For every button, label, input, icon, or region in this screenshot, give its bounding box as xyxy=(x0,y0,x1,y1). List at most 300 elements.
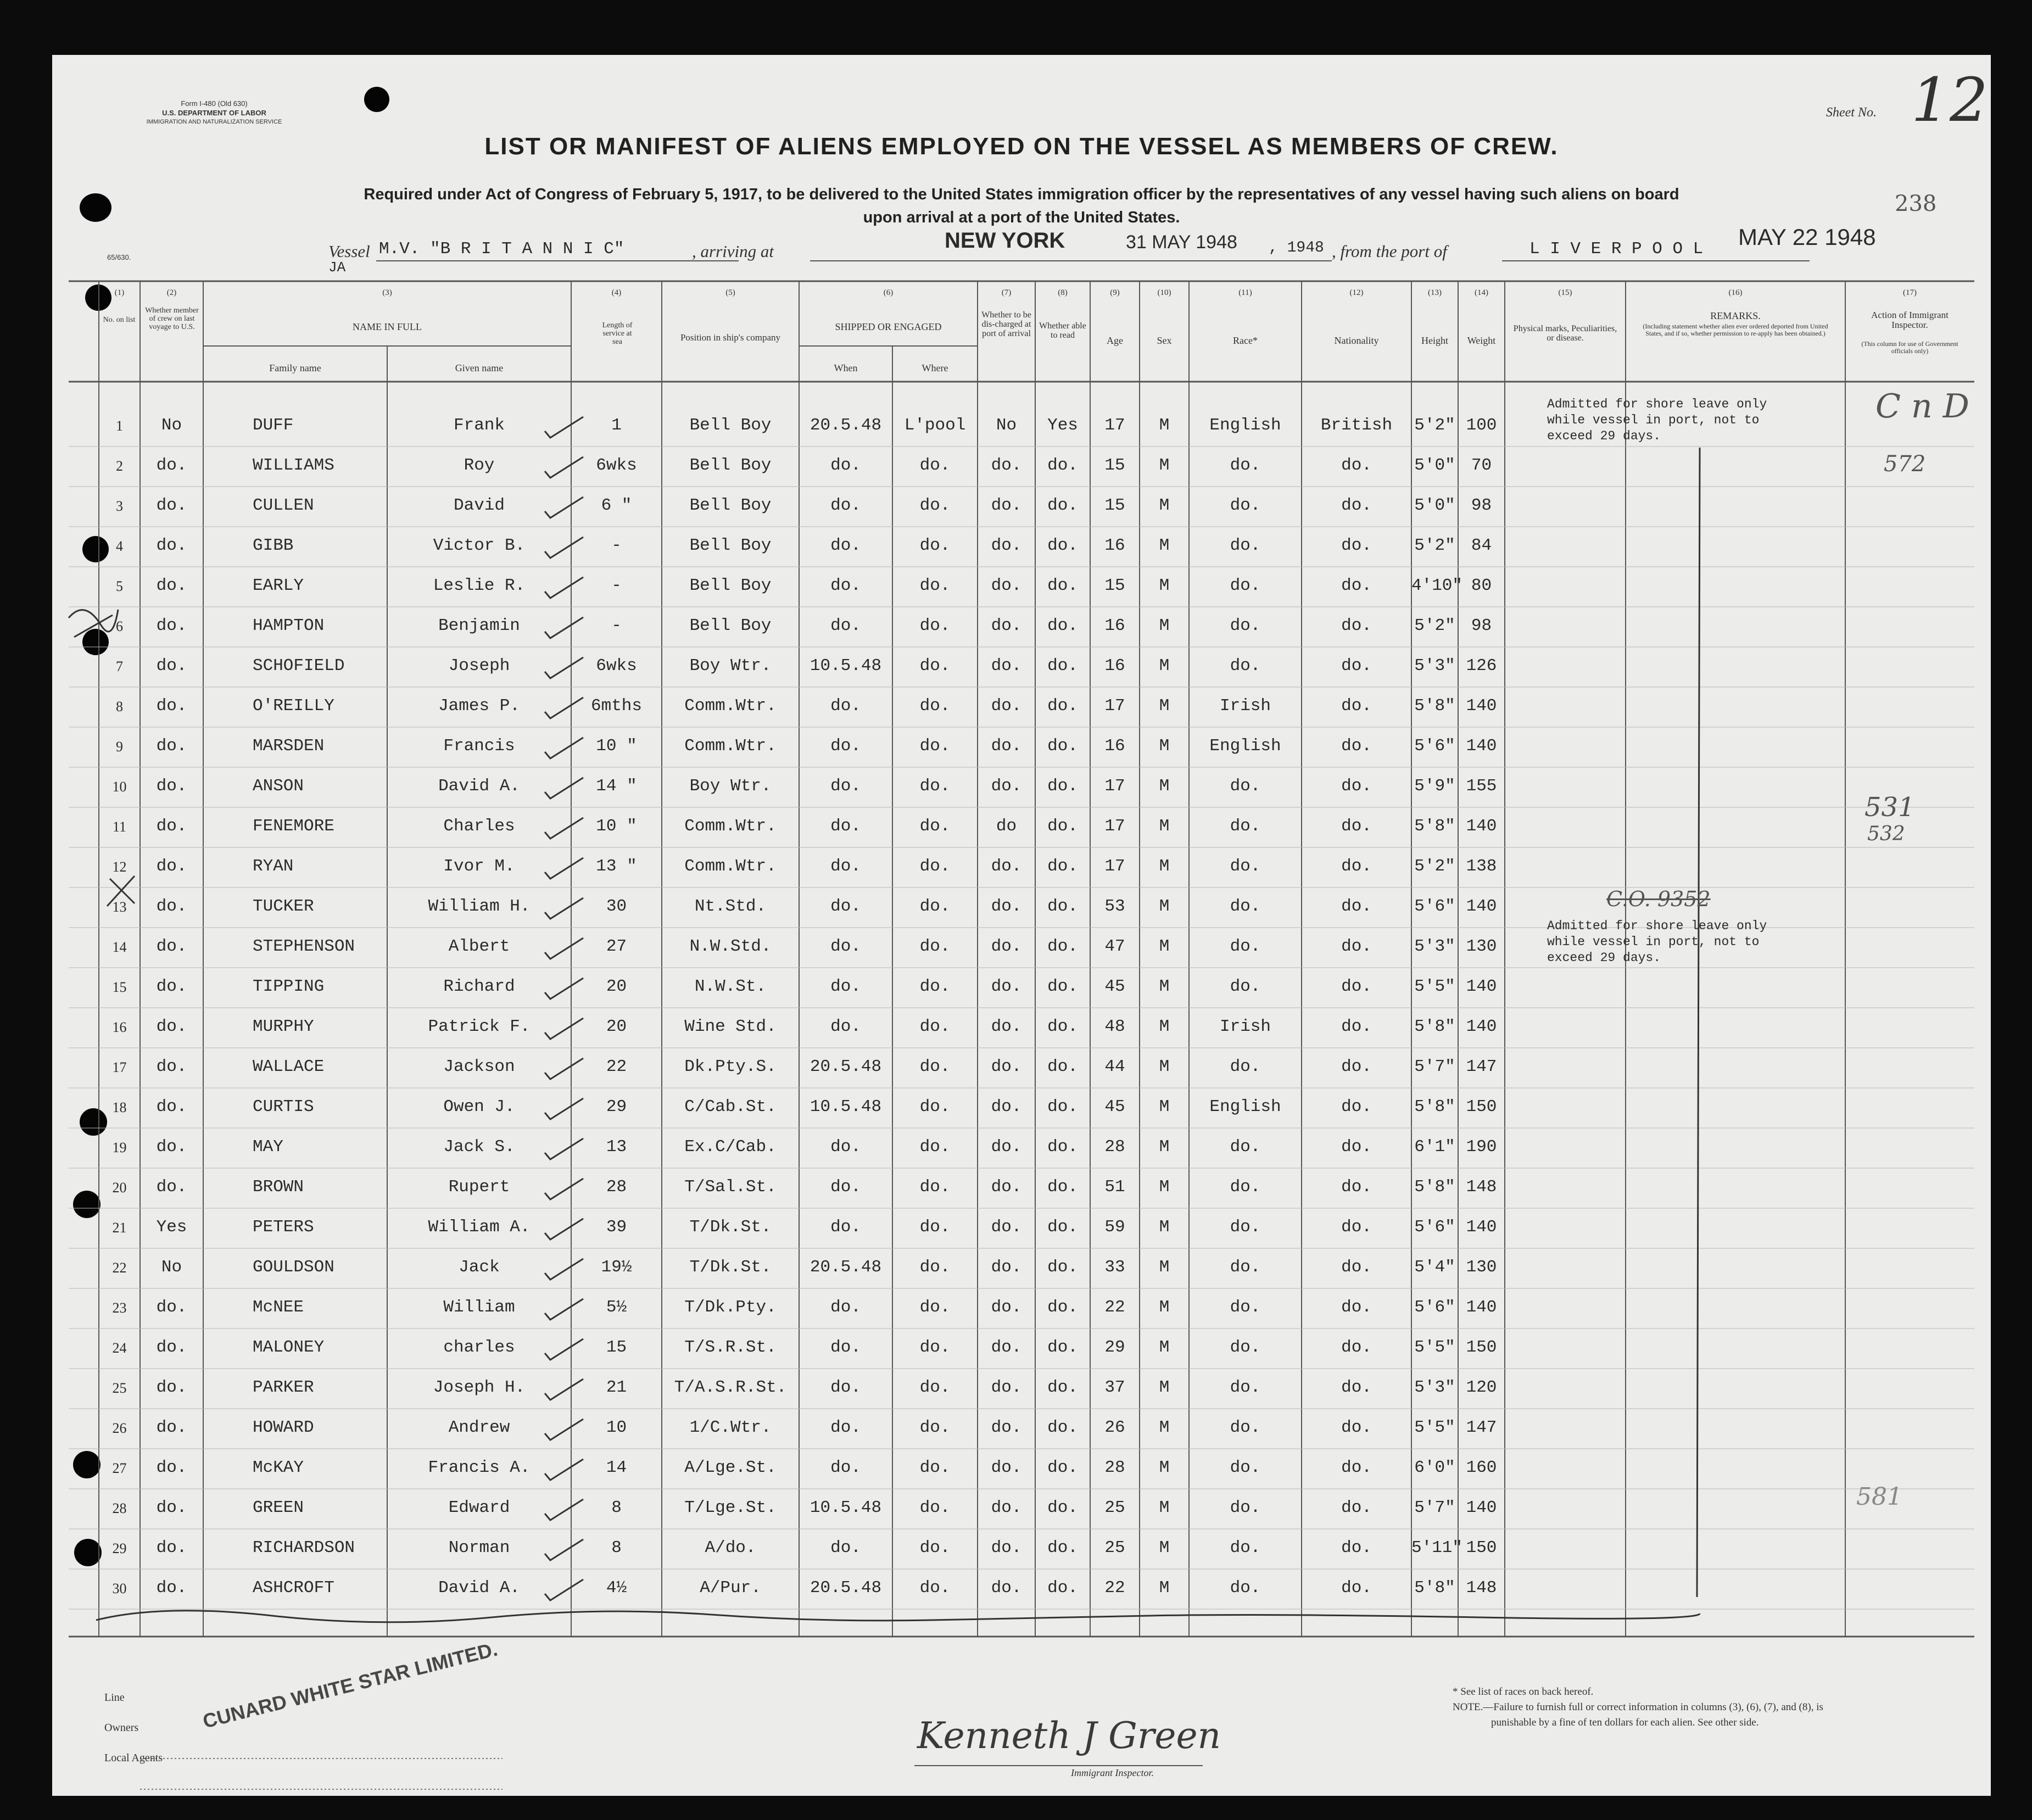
cell-family: GREEN xyxy=(253,1498,304,1517)
cell-age: 16 xyxy=(1104,656,1125,675)
cell-height: 5'5" xyxy=(1414,1338,1455,1357)
col-9-label: Age xyxy=(1107,335,1123,346)
cell-prev: do. xyxy=(156,496,187,515)
cell-when: do. xyxy=(830,1137,861,1157)
cell-where: do. xyxy=(919,1097,951,1116)
cell-height: 5'3" xyxy=(1414,1378,1455,1397)
cell-age: 53 xyxy=(1104,897,1125,916)
cell-no: 6 xyxy=(116,618,123,634)
cell-sex: M xyxy=(1159,1137,1170,1157)
cell-where: do. xyxy=(919,1578,951,1598)
cell-height: 5'8" xyxy=(1414,1177,1455,1197)
cell-prev: do. xyxy=(156,897,187,916)
cell-age: 26 xyxy=(1104,1418,1125,1437)
cell-age: 59 xyxy=(1104,1218,1125,1237)
cell-position: Bell Boy xyxy=(689,576,772,595)
cell-no: 24 xyxy=(112,1340,127,1356)
cell-weight: 140 xyxy=(1466,1298,1497,1317)
footer-note-2: NOTE.—Failure to furnish full or correct information in columns (3), (6), (7), and (8), is xyxy=(1453,1701,1823,1713)
cell-when: do. xyxy=(830,1458,861,1477)
cell-sex: M xyxy=(1159,817,1170,836)
cell-when: do. xyxy=(830,696,861,716)
cell-weight: 148 xyxy=(1466,1578,1497,1598)
cell-race: Irish xyxy=(1219,696,1271,716)
cell-position: A/Lge.St. xyxy=(684,1458,777,1477)
cell-sex: M xyxy=(1159,1418,1170,1437)
cell-service: 19½ xyxy=(601,1258,632,1277)
cell-position: Boy Wtr. xyxy=(689,777,772,796)
cell-where: do. xyxy=(919,1017,951,1036)
cell-disch: do. xyxy=(991,1538,1022,1557)
arriving-label: , arriving at xyxy=(692,242,774,261)
cell-family: RYAN xyxy=(253,857,294,876)
cell-no: 5 xyxy=(116,578,123,594)
cell-where: do. xyxy=(919,1458,951,1477)
cell-family: HOWARD xyxy=(253,1418,314,1437)
cell-when: 20.5.48 xyxy=(810,1258,882,1277)
cell-age: 45 xyxy=(1104,977,1125,996)
col-6-num: (6) xyxy=(883,288,894,297)
cell-nat: do. xyxy=(1341,1578,1372,1598)
cell-height: 5'9" xyxy=(1414,777,1455,796)
cell-service: - xyxy=(611,616,622,635)
cell-sex: M xyxy=(1159,736,1170,756)
cell-family: MARSDEN xyxy=(253,736,325,756)
cell-age: 16 xyxy=(1104,736,1125,756)
cell-disch: do. xyxy=(991,1378,1022,1397)
cell-sex: M xyxy=(1159,1218,1170,1237)
cell-disch: No xyxy=(996,416,1017,435)
cell-race: do. xyxy=(1230,576,1261,595)
col-3-sub-family: Family name xyxy=(269,362,321,373)
cell-race: do. xyxy=(1230,857,1261,876)
inspector-signature: Kenneth J Green xyxy=(917,1715,1221,1757)
manifest-sheet xyxy=(52,55,1991,1796)
cell-age: 45 xyxy=(1104,1097,1125,1116)
cell-height: 5'8" xyxy=(1414,696,1455,716)
cell-family: FENEMORE xyxy=(253,817,334,836)
col-12-label: Nationality xyxy=(1334,335,1379,346)
cell-when: do. xyxy=(830,1017,861,1036)
form-code: 65/630. xyxy=(107,253,131,261)
cell-service: 10 xyxy=(606,1418,627,1437)
col-1-label: No. on list xyxy=(103,316,136,324)
cell-prev: do. xyxy=(156,1298,187,1317)
cell-no: 7 xyxy=(116,658,123,674)
cell-race: do. xyxy=(1230,1258,1261,1277)
cell-height: 5'7" xyxy=(1414,1057,1455,1076)
cell-no: 18 xyxy=(112,1099,127,1115)
cell-weight: 100 xyxy=(1466,416,1497,435)
requirement-line-1: Required under Act of Congress of February 5, 1917, to be delivered to the United States immigration officer by the representatives of any vessel having such aliens on board xyxy=(364,186,1679,203)
cell-age: 29 xyxy=(1104,1338,1125,1357)
cell-prev: do. xyxy=(156,1458,187,1477)
cell-height: 5'3" xyxy=(1414,656,1455,675)
cell-given: Victor B. xyxy=(433,536,526,555)
cell-age: 25 xyxy=(1104,1538,1125,1557)
col-17-note: (This column for use of Government officials only) xyxy=(1861,340,1958,355)
cell-prev: do. xyxy=(156,1418,187,1437)
col-14-label: Weight xyxy=(1467,335,1496,346)
cell-service: 6mths xyxy=(590,696,642,716)
cell-read: do. xyxy=(1047,1137,1078,1157)
cell-where: do. xyxy=(919,456,951,475)
cell-age: 17 xyxy=(1104,817,1125,836)
cell-service: 4½ xyxy=(606,1578,627,1598)
cell-given: Jackson xyxy=(443,1057,515,1076)
cell-sex: M xyxy=(1159,1338,1170,1357)
cell-given: Norman xyxy=(448,1538,510,1557)
col-6-sub-where: Where xyxy=(922,362,948,373)
cell-nat: British xyxy=(1320,416,1393,435)
cell-given: Roy xyxy=(464,456,495,475)
cell-age: 17 xyxy=(1104,777,1125,796)
cell-race: English xyxy=(1209,416,1281,435)
cell-family: MAY xyxy=(253,1137,283,1157)
cell-position: N.W.St. xyxy=(694,977,767,996)
cell-no: 12 xyxy=(112,859,127,875)
cell-service: 8 xyxy=(611,1498,622,1517)
cell-read: do. xyxy=(1047,616,1078,635)
service-name: IMMIGRATION AND NATURALIZATION SERVICE xyxy=(146,119,282,125)
cell-when: 20.5.48 xyxy=(810,416,882,435)
cell-position: Comm.Wtr. xyxy=(684,857,777,876)
cell-height: 5'2" xyxy=(1414,616,1455,635)
footer-line-label: Line xyxy=(104,1691,125,1704)
cell-nat: do. xyxy=(1341,1338,1372,1357)
footer-note-1: * See list of races on back hereof. xyxy=(1453,1686,1594,1698)
signature-caption: Immigrant Inspector. xyxy=(1071,1767,1154,1778)
cell-race: do. xyxy=(1230,1378,1261,1397)
cell-weight: 140 xyxy=(1466,1017,1497,1036)
cell-when: do. xyxy=(830,1538,861,1557)
cell-given: Joseph H. xyxy=(433,1378,526,1397)
cell-family: GOULDSON xyxy=(253,1258,334,1277)
cell-service: 14 xyxy=(606,1458,627,1477)
col-14-num: (14) xyxy=(1475,288,1488,297)
page-title: LIST OR MANIFEST OF ALIENS EMPLOYED ON THE VESSEL AS MEMBERS OF CREW. xyxy=(484,133,1559,160)
cell-when: do. xyxy=(830,576,861,595)
cell-family: ANSON xyxy=(253,777,304,796)
cell-when: 10.5.48 xyxy=(810,1097,882,1116)
cell-sex: M xyxy=(1159,857,1170,876)
cell-no: 1 xyxy=(116,418,123,434)
col-10-label: Sex xyxy=(1157,335,1172,346)
cell-prev: do. xyxy=(156,696,187,716)
cell-where: do. xyxy=(919,696,951,716)
cell-given: Jack S. xyxy=(443,1137,515,1157)
cell-given: William H. xyxy=(428,897,531,916)
cell-read: do. xyxy=(1047,536,1078,555)
cell-when: do. xyxy=(830,817,861,836)
cell-read: do. xyxy=(1047,576,1078,595)
cell-service: 27 xyxy=(606,937,627,956)
cell-where: do. xyxy=(919,1418,951,1437)
col-10-num: (10) xyxy=(1157,288,1171,297)
cell-race: do. xyxy=(1230,1538,1261,1557)
cell-weight: 84 xyxy=(1471,536,1492,555)
cell-weight: 80 xyxy=(1471,576,1492,595)
cell-nat: do. xyxy=(1341,496,1372,515)
cell-family: WILLIAMS xyxy=(253,456,334,475)
cell-when: do. xyxy=(830,456,861,475)
cell-age: 25 xyxy=(1104,1498,1125,1517)
cell-position: T/A.S.R.St. xyxy=(674,1378,787,1397)
cell-given: Charles xyxy=(443,817,515,836)
cell-nat: do. xyxy=(1341,1137,1372,1157)
cell-no: 21 xyxy=(112,1220,127,1236)
cell-given: William A. xyxy=(428,1218,531,1237)
cell-no: 3 xyxy=(116,498,123,514)
cell-disch: do. xyxy=(991,1097,1022,1116)
sheet-number: 12 xyxy=(1911,65,1988,135)
cell-read: do. xyxy=(1047,1057,1078,1076)
cell-service: 28 xyxy=(606,1177,627,1197)
cell-no: 22 xyxy=(112,1260,127,1276)
cell-given: Patrick F. xyxy=(428,1017,531,1036)
cell-age: 15 xyxy=(1104,456,1125,475)
cell-prev: do. xyxy=(156,1498,187,1517)
col-16-note: (Including statement whether alien ever ordered deported from United States, and if so, whether permission to re-apply has been obtained.) xyxy=(1643,322,1828,337)
cell-where: do. xyxy=(919,1298,951,1317)
cell-when: 10.5.48 xyxy=(810,1498,882,1517)
cell-given: Edward xyxy=(448,1498,510,1517)
cell-read: do. xyxy=(1047,1418,1078,1437)
cell-race: do. xyxy=(1230,456,1261,475)
cell-where: do. xyxy=(919,576,951,595)
cell-disch: do. xyxy=(991,937,1022,956)
cell-read: do. xyxy=(1047,1177,1078,1197)
cell-service: 5½ xyxy=(606,1298,627,1317)
cell-family: SCHOFIELD xyxy=(253,656,345,675)
cell-disch: do. xyxy=(991,1057,1022,1076)
cell-height: 5'0" xyxy=(1414,496,1455,515)
cell-nat: do. xyxy=(1341,1177,1372,1197)
cell-read: do. xyxy=(1047,1338,1078,1357)
from-label: , from the port of xyxy=(1332,242,1447,261)
cell-weight: 98 xyxy=(1471,616,1492,635)
cell-service: 21 xyxy=(606,1378,627,1397)
col-16-num: (16) xyxy=(1728,288,1743,297)
cell-position: Dk.Pty.S. xyxy=(684,1057,777,1076)
cell-height: 5'6" xyxy=(1414,1298,1455,1317)
cell-nat: do. xyxy=(1341,977,1372,996)
cell-age: 28 xyxy=(1104,1458,1125,1477)
cell-given: Benjamin xyxy=(438,616,520,635)
cell-nat: do. xyxy=(1341,1258,1372,1277)
cell-race: do. xyxy=(1230,1218,1261,1237)
cell-no: 17 xyxy=(112,1059,127,1075)
cell-no: 25 xyxy=(112,1380,127,1396)
col-16-label: REMARKS. xyxy=(1710,310,1761,321)
cell-height: 5'2" xyxy=(1414,857,1455,876)
cell-age: 33 xyxy=(1104,1258,1125,1277)
cell-weight: 126 xyxy=(1466,656,1497,675)
cell-weight: 147 xyxy=(1466,1418,1497,1437)
cell-disch: do. xyxy=(991,1017,1022,1036)
cell-height: 5'2" xyxy=(1414,416,1455,435)
cell-family: MALONEY xyxy=(253,1338,325,1357)
cell-age: 48 xyxy=(1104,1017,1125,1036)
cell-family: PARKER xyxy=(253,1378,314,1397)
cell-no: 23 xyxy=(112,1300,127,1316)
cell-prev: do. xyxy=(156,817,187,836)
col-17-num: (17) xyxy=(1903,288,1917,297)
cell-age: 22 xyxy=(1104,1298,1125,1317)
cell-when: 20.5.48 xyxy=(810,1578,882,1598)
cell-nat: do. xyxy=(1341,1218,1372,1237)
cell-weight: 140 xyxy=(1466,696,1497,716)
cell-read: do. xyxy=(1047,897,1078,916)
cell-nat: do. xyxy=(1341,897,1372,916)
cell-service: 20 xyxy=(606,977,627,996)
cell-weight: 138 xyxy=(1466,857,1497,876)
cell-disch: do. xyxy=(991,977,1022,996)
cell-where: do. xyxy=(919,616,951,635)
cell-where: do. xyxy=(919,1218,951,1237)
cell-weight: 98 xyxy=(1471,496,1492,515)
cell-read: do. xyxy=(1047,1378,1078,1397)
cell-where: do. xyxy=(919,1338,951,1357)
cell-age: 17 xyxy=(1104,857,1125,876)
cell-prev: do. xyxy=(156,1097,187,1116)
cell-prev: do. xyxy=(156,1017,187,1036)
cell-read: Yes xyxy=(1047,416,1078,435)
cell-weight: 150 xyxy=(1466,1538,1497,1557)
cell-read: do. xyxy=(1047,1097,1078,1116)
cell-read: do. xyxy=(1047,696,1078,716)
cell-when: do. xyxy=(830,977,861,996)
cell-family: DUFF xyxy=(253,416,294,435)
cell-weight: 70 xyxy=(1471,456,1492,475)
cell-position: T/Lge.St. xyxy=(684,1498,777,1517)
cell-nat: do. xyxy=(1341,536,1372,555)
cell-given: Ivor M. xyxy=(443,857,515,876)
cell-disch: do. xyxy=(991,616,1022,635)
cell-service: 13 " xyxy=(596,857,637,876)
inspector-note-a: 572 xyxy=(1884,451,1926,477)
cell-sex: M xyxy=(1159,1498,1170,1517)
cell-no: 27 xyxy=(112,1460,127,1476)
cell-weight: 120 xyxy=(1466,1378,1497,1397)
cell-no: 20 xyxy=(112,1180,127,1196)
cell-family: TIPPING xyxy=(253,977,325,996)
cell-race: do. xyxy=(1230,977,1261,996)
cell-age: 37 xyxy=(1104,1378,1125,1397)
cell-nat: do. xyxy=(1341,656,1372,675)
cell-given: Francis A. xyxy=(428,1458,531,1477)
cell-weight: 155 xyxy=(1466,777,1497,796)
cell-weight: 130 xyxy=(1466,1258,1497,1277)
cell-prev: do. xyxy=(156,1137,187,1157)
cell-age: 51 xyxy=(1104,1177,1125,1197)
cell-race: do. xyxy=(1230,1298,1261,1317)
cell-weight: 150 xyxy=(1466,1097,1497,1116)
cell-nat: do. xyxy=(1341,777,1372,796)
cell-nat: do. xyxy=(1341,1057,1372,1076)
cell-race: do. xyxy=(1230,536,1261,555)
cell-where: do. xyxy=(919,897,951,916)
cell-when: do. xyxy=(830,1218,861,1237)
port-stamp: NEW YORK xyxy=(945,228,1065,253)
cell-weight: 160 xyxy=(1466,1458,1497,1477)
cell-read: do. xyxy=(1047,1298,1078,1317)
cell-no: 28 xyxy=(112,1500,127,1516)
cell-service: 13 xyxy=(606,1137,627,1157)
cell-race: do. xyxy=(1230,937,1261,956)
cell-sex: M xyxy=(1159,656,1170,675)
cell-race: do. xyxy=(1230,616,1261,635)
cell-disch: do. xyxy=(991,536,1022,555)
cell-prev: do. xyxy=(156,777,187,796)
cell-weight: 140 xyxy=(1466,897,1497,916)
cell-age: 16 xyxy=(1104,536,1125,555)
cell-nat: do. xyxy=(1341,1458,1372,1477)
cell-disch: do. xyxy=(991,897,1022,916)
cell-prev: do. xyxy=(156,977,187,996)
cell-service: 1 xyxy=(611,416,622,435)
cell-nat: do. xyxy=(1341,1097,1372,1116)
cell-family: McKAY xyxy=(253,1458,304,1477)
cell-position: Bell Boy xyxy=(689,536,772,555)
cell-prev: do. xyxy=(156,1177,187,1197)
footer-agents-label: Local Agents xyxy=(104,1752,163,1764)
cell-height: 5'7" xyxy=(1414,1498,1455,1517)
cell-where: do. xyxy=(919,1538,951,1557)
cell-read: do. xyxy=(1047,496,1078,515)
col-2-num: (2) xyxy=(166,288,177,297)
vessel-sub: JA xyxy=(328,259,346,276)
cell-where: do. xyxy=(919,536,951,555)
cell-height: 5'8" xyxy=(1414,1097,1455,1116)
cell-when: do. xyxy=(830,897,861,916)
cell-given: James P. xyxy=(438,696,520,716)
cell-when: do. xyxy=(830,536,861,555)
cell-weight: 140 xyxy=(1466,736,1497,756)
cell-given: Leslie R. xyxy=(433,576,526,595)
cell-family: O'REILLY xyxy=(253,696,334,716)
cell-service: 8 xyxy=(611,1538,622,1557)
cell-read: do. xyxy=(1047,777,1078,796)
col-8-label: Whether able to read xyxy=(1039,321,1086,340)
cell-read: do. xyxy=(1047,1218,1078,1237)
cell-family: MURPHY xyxy=(253,1017,314,1036)
cell-when: do. xyxy=(830,1298,861,1317)
footer-note-3: punishable by a fine of ten dollars for each alien. See other side. xyxy=(1491,1717,1759,1728)
cell-height: 5'6" xyxy=(1414,1218,1455,1237)
cell-service: 22 xyxy=(606,1057,627,1076)
cell-given: Andrew xyxy=(448,1418,510,1437)
cell-service: 20 xyxy=(606,1017,627,1036)
cell-age: 15 xyxy=(1104,496,1125,515)
cell-where: do. xyxy=(919,1498,951,1517)
cell-nat: do. xyxy=(1341,736,1372,756)
remark-second: Admitted for shore leave only while vessel in port, not to exceed 29 days. xyxy=(1547,919,1767,965)
col-7-label: Whether to be dis-charged at port of arrival xyxy=(981,310,1031,338)
cell-prev: do. xyxy=(156,656,187,675)
cell-read: do. xyxy=(1047,1498,1078,1517)
year: , 1948 xyxy=(1269,239,1324,256)
cell-prev: do. xyxy=(156,736,187,756)
cell-service: 30 xyxy=(606,897,627,916)
cell-age: 15 xyxy=(1104,576,1125,595)
inspector-note-c: 532 xyxy=(1867,823,1905,845)
cell-height: 5'0" xyxy=(1414,456,1455,475)
cell-race: do. xyxy=(1230,1418,1261,1437)
cell-position: N.W.Std. xyxy=(689,937,772,956)
form-number: Form I-480 (Old 630) xyxy=(181,99,248,108)
cell-race: do. xyxy=(1230,1498,1261,1517)
